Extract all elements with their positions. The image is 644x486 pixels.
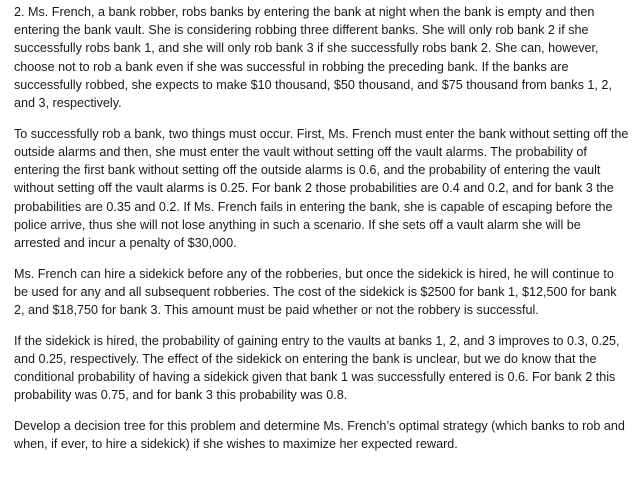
sidekick-cost-paragraph: Ms. French can hire a sidekick before any of the robberies, but once the sidekick is hired, he will continue to be used for any and all subsequent robberies. The cost of the sidekick is $2500 for bank 1, $12,500 for bank 2, and $18,750 for bank 3. This amount must be paid whether or not the robbery is successful.: [14, 266, 617, 318]
sidekick-probability-paragraph: If the sidekick is hired, the probability of gaining entry to the vaults at banks 1, 2, and 3 improves to 0.3, 0.25, and 0.25, respectively. The effect of the sidekick on entering the bank is unclear, but we do know that the conditional probability of having a sidekick given that bank 1 was successfully entered is 0.6. For bank 2 this probability was 0.75, and for bank 3 this probability was 0.8.: [14, 333, 620, 403]
robbery-conditions-paragraph: To successfully rob a bank, two things must occur. First, Ms. French must enter the bank without setting off the outside alarms and then, she must enter the vault without setting off the vault alarms. The probability of entering the first bank without setting off the outside alarms is 0.6, and the probability of entering the vault without setting off the vault alarms is 0.25. For bank 2 those probabilities are 0.4 and 0.2, and for bank 3 the probabilities are 0.35 and 0.2. If Ms. French fails in entering the bank, she is capable of escaping before the police arrive, thus she will not lose anything in such a scenario. If she sets off a vault alarm she will be arrested and incur a penalty of $30,000.: [14, 126, 629, 250]
task-instruction-paragraph: Develop a decision tree for this problem and determine Ms. French’s optimal strategy (which banks to rob and when, if ever, to hire a sidekick) if she wishes to maximize her expected reward.: [14, 419, 625, 452]
problem-statement-paragraph: 2. Ms. French, a bank robber, robs banks by entering the bank at night when the bank is empty and then entering the bank vault. She is considering robbing three different banks. She will only rob bank 2 if she successfully robs bank 1, and she will only rob bank 3 if she successfully robs bank 2. She can, however, choose not to rob a bank even if she was successful in robbing the preceding bank. If the banks are successfully robbed, she expects to make $10 thousand, $50 thousand, and $75 thousand from banks 1, 2, and 3, respectively.: [14, 5, 612, 111]
